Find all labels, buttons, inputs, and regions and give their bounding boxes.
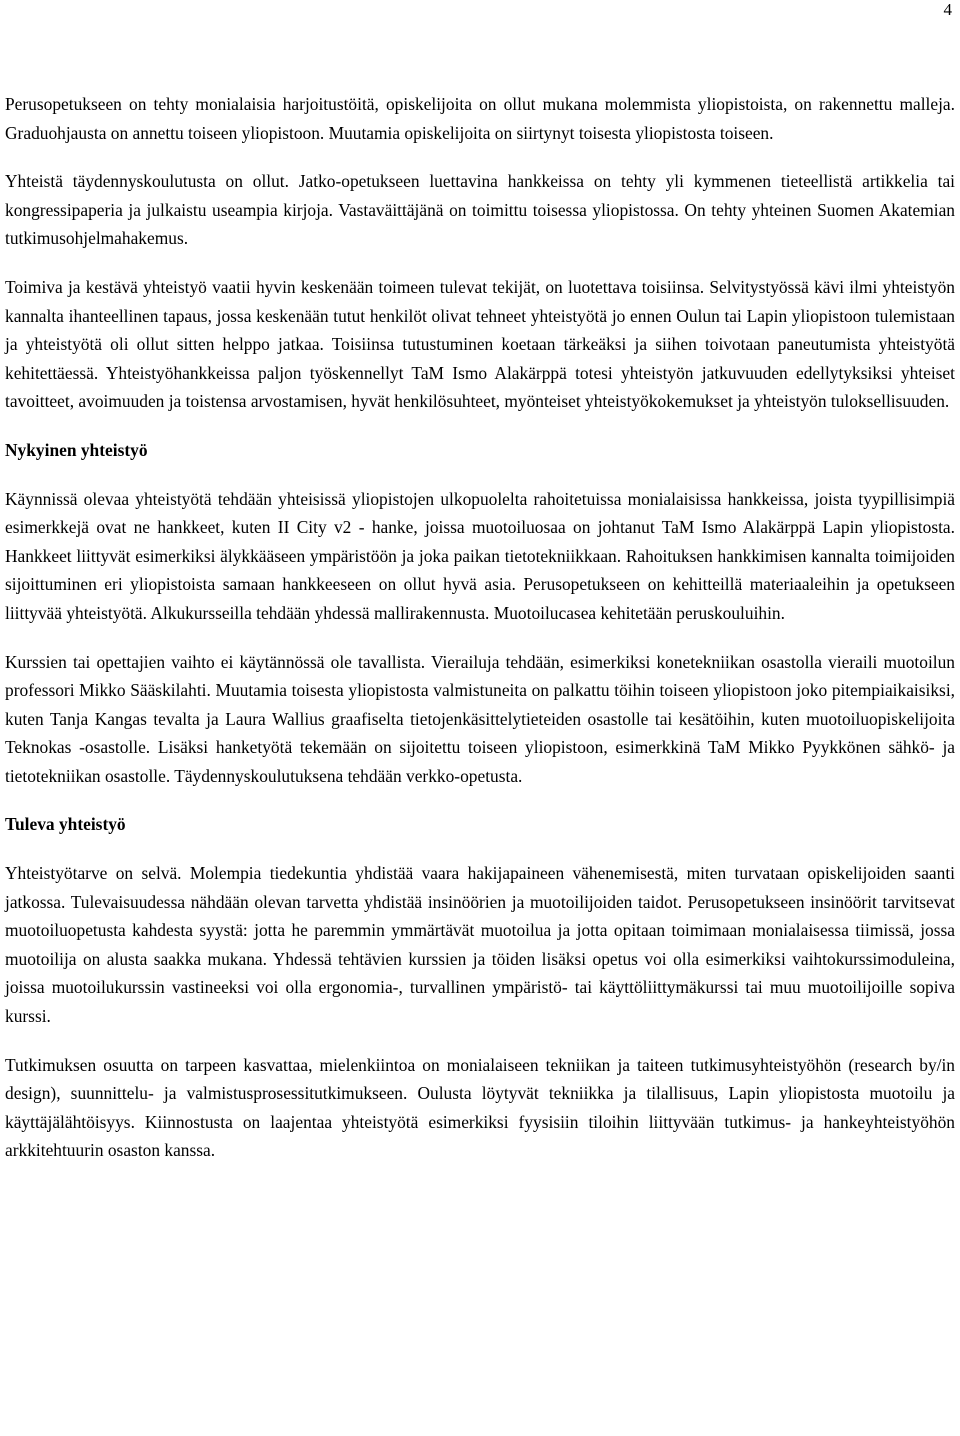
heading-nykyinen-yhteistyo: Nykyinen yhteistyö bbox=[5, 439, 148, 460]
paragraph-tutkimuksen-osuus: Tutkimuksen osuutta on tarpeen kasvattaa, mielenkiintoa on monialaiseen tekniikan ja taiteen tutkimusyhteistyöhön (research by/in design), suunnittelu- ja valmistusprosessitutkimukseen. Oulusta löytyvät tekniikka ja tilallisuus, Lapin yliopistosta muotoilu ja käyttäjälähtöisyys. Kiinnostusta on laajentaa yhteistyötä esimerkiksi fyysisiin tiloihin liittyvään tutkimus- ja hankeyhteistyöhön arkkitehtuurin osaston kanssa. bbox=[5, 1054, 955, 1161]
paragraph-kaynnissa-oleva: Käynnissä olevaa yhteistyötä tehdään yhteisissä yliopistojen ulkopuolelta rahoitetuissa monialaisissa hankkeissa, joista tyypillisimpiä esimerkkejä ovat ne hankkeet, kuten II City v2 - hanke, joissa muotoiluosaa on johtanut TaM Ismo Alakärppä Lapin yliopistosta. Hankkeet liittyvät esimerkiksi älykkääseen ympäristöön ja joka paikan tietotekniikkaan. Rahoituksen hankkimisen kannalta toimijoiden sijoittuminen eri yliopistoista samaan hankkeeseen on ollut hyvä asia. Perusopetukseen on kehitteillä materiaaleihin ja opetukseen liittyvää yhteistyötä. Alkukursseilla tehdään yhdessä mallirakennusta. Muotoilucasea kehitetään peruskouluihin. bbox=[5, 488, 955, 623]
paragraph-taydennyskoulutus: Yhteistä täydennyskoulutusta on ollut. Jatko-opetukseen luettavina hankkeissa on tehty yli kymmenen tieteellistä artikkelia tai kongressipaperia ja julkaistu useampia kirjoja. Vastaväittäjänä on toimittu toisessa yliopistossa. On tehty yhteinen Suomen Akatemian tutkimusohjelmahakemus. bbox=[5, 171, 955, 249]
paragraph-yhteistyotarve: Yhteistyötarve on selvä. Molempia tiedekuntia yhdistää vaara hakijapaineen vähenemisestä, miten turvataan opiskelijoiden saanti jatkossa. Tulevaisuudessa nähdään olevan tarvetta yhdistää insinöörien ja muotoilijoiden taidot. Perusopetukseen insinöörit tarvitsevat muotoiluopetusta kahdesta syystä: jotta he paremmin ymmärtävät muotoilua ja jotta opitaan toimimaan monialaisessa tiimissä, jossa muotoilija on alusta saakka mukana. Yhdessä tehtävien kurssien ja töiden lisäksi opetus voi olla esimerkiksi vaihtokurssimoduleina, joissa muotoilukurssin vastineeksi voi olla ergonomia-, turvallinen ympäristö- tai käyttöliittymäkurssi tai muu muotoilijoille sopiva kurssi. bbox=[5, 863, 955, 1027]
heading-tuleva-yhteistyo: Tuleva yhteistyö bbox=[5, 814, 126, 835]
paragraph-perusopetus-yhteistyo: Perusopetukseen on tehty monialaisia harjoitustöitä, opiskelijoita on ollut mukana molemmista yliopistoista, on rakennettu malleja. Graduohjausta on annettu toiseen yliopistoon. Muutamia opiskelijoita on siirtynyt toisesta yliopistosta toiseen. bbox=[5, 94, 955, 143]
page-number: 4 bbox=[943, 0, 952, 19]
paragraph-toimiva-yhteistyo: Toimiva ja kestävä yhteistyö vaatii hyvin keskenään toimeen tulevat tekijät, on luotettava toisiinsa. Selvitystyössä kävi ilmi yhteistyön kannalta ihanteellinen tapaus, jossa keskenään tutut henkilöt olivat tehneet yhteistyötä jo ennen Oulun tai Lapin yliopistoon tulemistaan ja yhteistyötä oli ollut sitten helppo jatkaa. Toisiinsa tutustuminen koetaan tärkeäksi ja siihen toivotaan paneutumista yhteistyötä kehitettäessä. Yhteistyöhankkeissa paljon työskennellyt TaM Ismo Alakärppä totesi yhteistyön jatkuvuuden edellytyksiksi yhteiset tavoitteet, avoimuuden ja toistensa arvostamisen, hyvät henkilösuhteet, myönteiset yhteistyökokemukset ja yhteistyön tuloksellisuuden. bbox=[5, 276, 955, 412]
document-body bbox=[5, 90, 955, 1185]
paragraph-kurssien-vaihto: Kurssien tai opettajien vaihto ei käytännössä ole tavallista. Vierailuja tehdään, esimerkiksi konetekniikan osastolla vieraili muotoilun professori Mikko Sääskilahti. Muutamia toisesta yliopistosta valmistuneita on palkattu töihin toiseen yliopistoon joko pitempiaikaisiksi, kuten Tanja Kangas tevalta ja Laura Wallius graafiselta tietojenkäsittelytieteiden osastolle tai kesätöihin, kuten muotoiluopiskelijoita Teknokas -osastolle. Lisäksi hanketyötä tekemään on sijoitettu toiseen yliopistoon, esimerkkinä TaM Mikko Pyykkönen sähkö- ja tietotekniikan osastolle. Täydennyskoulutuksena tehdään verkko-opetusta. bbox=[5, 651, 955, 786]
